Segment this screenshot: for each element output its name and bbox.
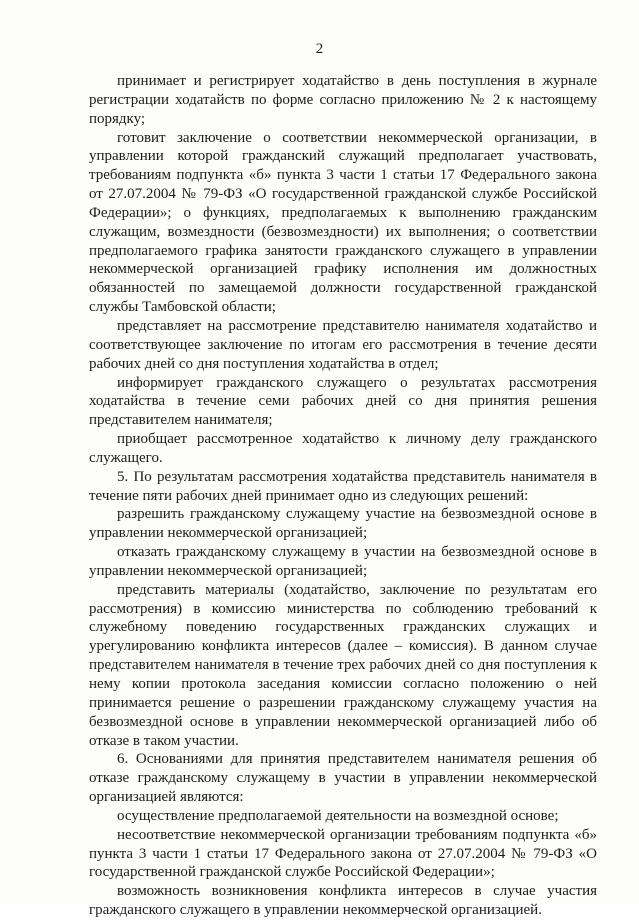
paragraph-decision-allow: разрешить гражданскому служащему участие на безвозмездной основе в управлении некоммерческой организацией;: [89, 506, 597, 542]
paragraph-item-6: 6. Основаниями для принятия представителем нанимателя решения об отказе гражданскому служащему в участии в управлении некоммерческой организацией являются:: [89, 751, 597, 806]
paragraph-attach-to-file: приобщает рассмотренное ходатайство к личному делу гражданского служащего.: [89, 431, 597, 466]
paragraph-ground-noncompliance: несоответствие некоммерческой организации требованиям подпункта «б» пункта 3 части 1 статьи 17 Федерального закона от 27.07.2004 № 79-ФЗ «О государственной гражданской службе Российской Федерации»;: [89, 826, 597, 881]
paragraph-submit-to-employer: представляет на рассмотрение представителю нанимателя ходатайство и соответствующее заключение по итогам его рассмотрения в течение десяти рабочих дней со дня поступления ходатайства в отдел;: [89, 317, 597, 372]
paragraph-register-petition: принимает и регистрирует ходатайство в день поступления в журнале регистрации ходатайств по форме согласно приложению № 2 к настоящему порядку;: [89, 73, 597, 127]
paragraph-ground-paid-basis: осуществление предполагаемой деятельности на возмездной основе;: [117, 807, 559, 824]
paragraph-item-5: 5. По результатам рассмотрения ходатайства представитель нанимателя в течение пяти рабочих дней принимает одно из следующих решений:: [89, 468, 597, 504]
page-number: 2: [315, 41, 324, 57]
paragraph-prepare-conclusion: готовит заключение о соответствии некоммерческой организации, в управлении которой гражданский служащий предполагает участвовать, требованиям подпункта «б» пункта 3 части 1 статьи 17 Федерального закона от 27.07.2004 № 79-ФЗ «О государственной гражданской службе Российской Федерации»; о функциях, предполагаемых к выполнению гражданским служащим, возмездности (безвозмездности) их выполнения; о соответствии предполагаемого графика занятости гражданского служащего в управлении некоммерческой организацией графику исполнения им должностных обязанностей по замещаемой должности государственной гражданской службы Тамбовской области;: [89, 129, 597, 316]
paragraph-decision-commission: представить материалы (ходатайство, заключение по результатам его рассмотрения) в комиссию министерства по соблюдению требований к служебному поведению государственных гражданских служащих и урегулированию конфликта интересов (далее – комиссия). В данном случае представителем нанимателя в течение трех рабочих дней со дня поступления к нему копии протокола заседания комиссии согласно положению о ней принимается решение о разрешении гражданскому служащему участия на безвозмездной основе в управлении некоммерческой организацией либо об отказе в таком участии.: [89, 581, 597, 749]
paragraph-inform-employee: информирует гражданского служащего о результатах рассмотрения ходатайства в течение семи рабочих дней со дня принятия решения представителем нанимателя;: [89, 374, 597, 429]
document-body: [89, 72, 597, 920]
paragraph-decision-refuse: отказать гражданскому служащему в участии на безвозмездной основе в управлении некоммерческой организацией;: [89, 544, 597, 579]
paragraph-ground-conflict: возможность возникновения конфликта интересов в случае участия гражданского служащего в управлении некоммерческой организацией.: [89, 883, 597, 919]
